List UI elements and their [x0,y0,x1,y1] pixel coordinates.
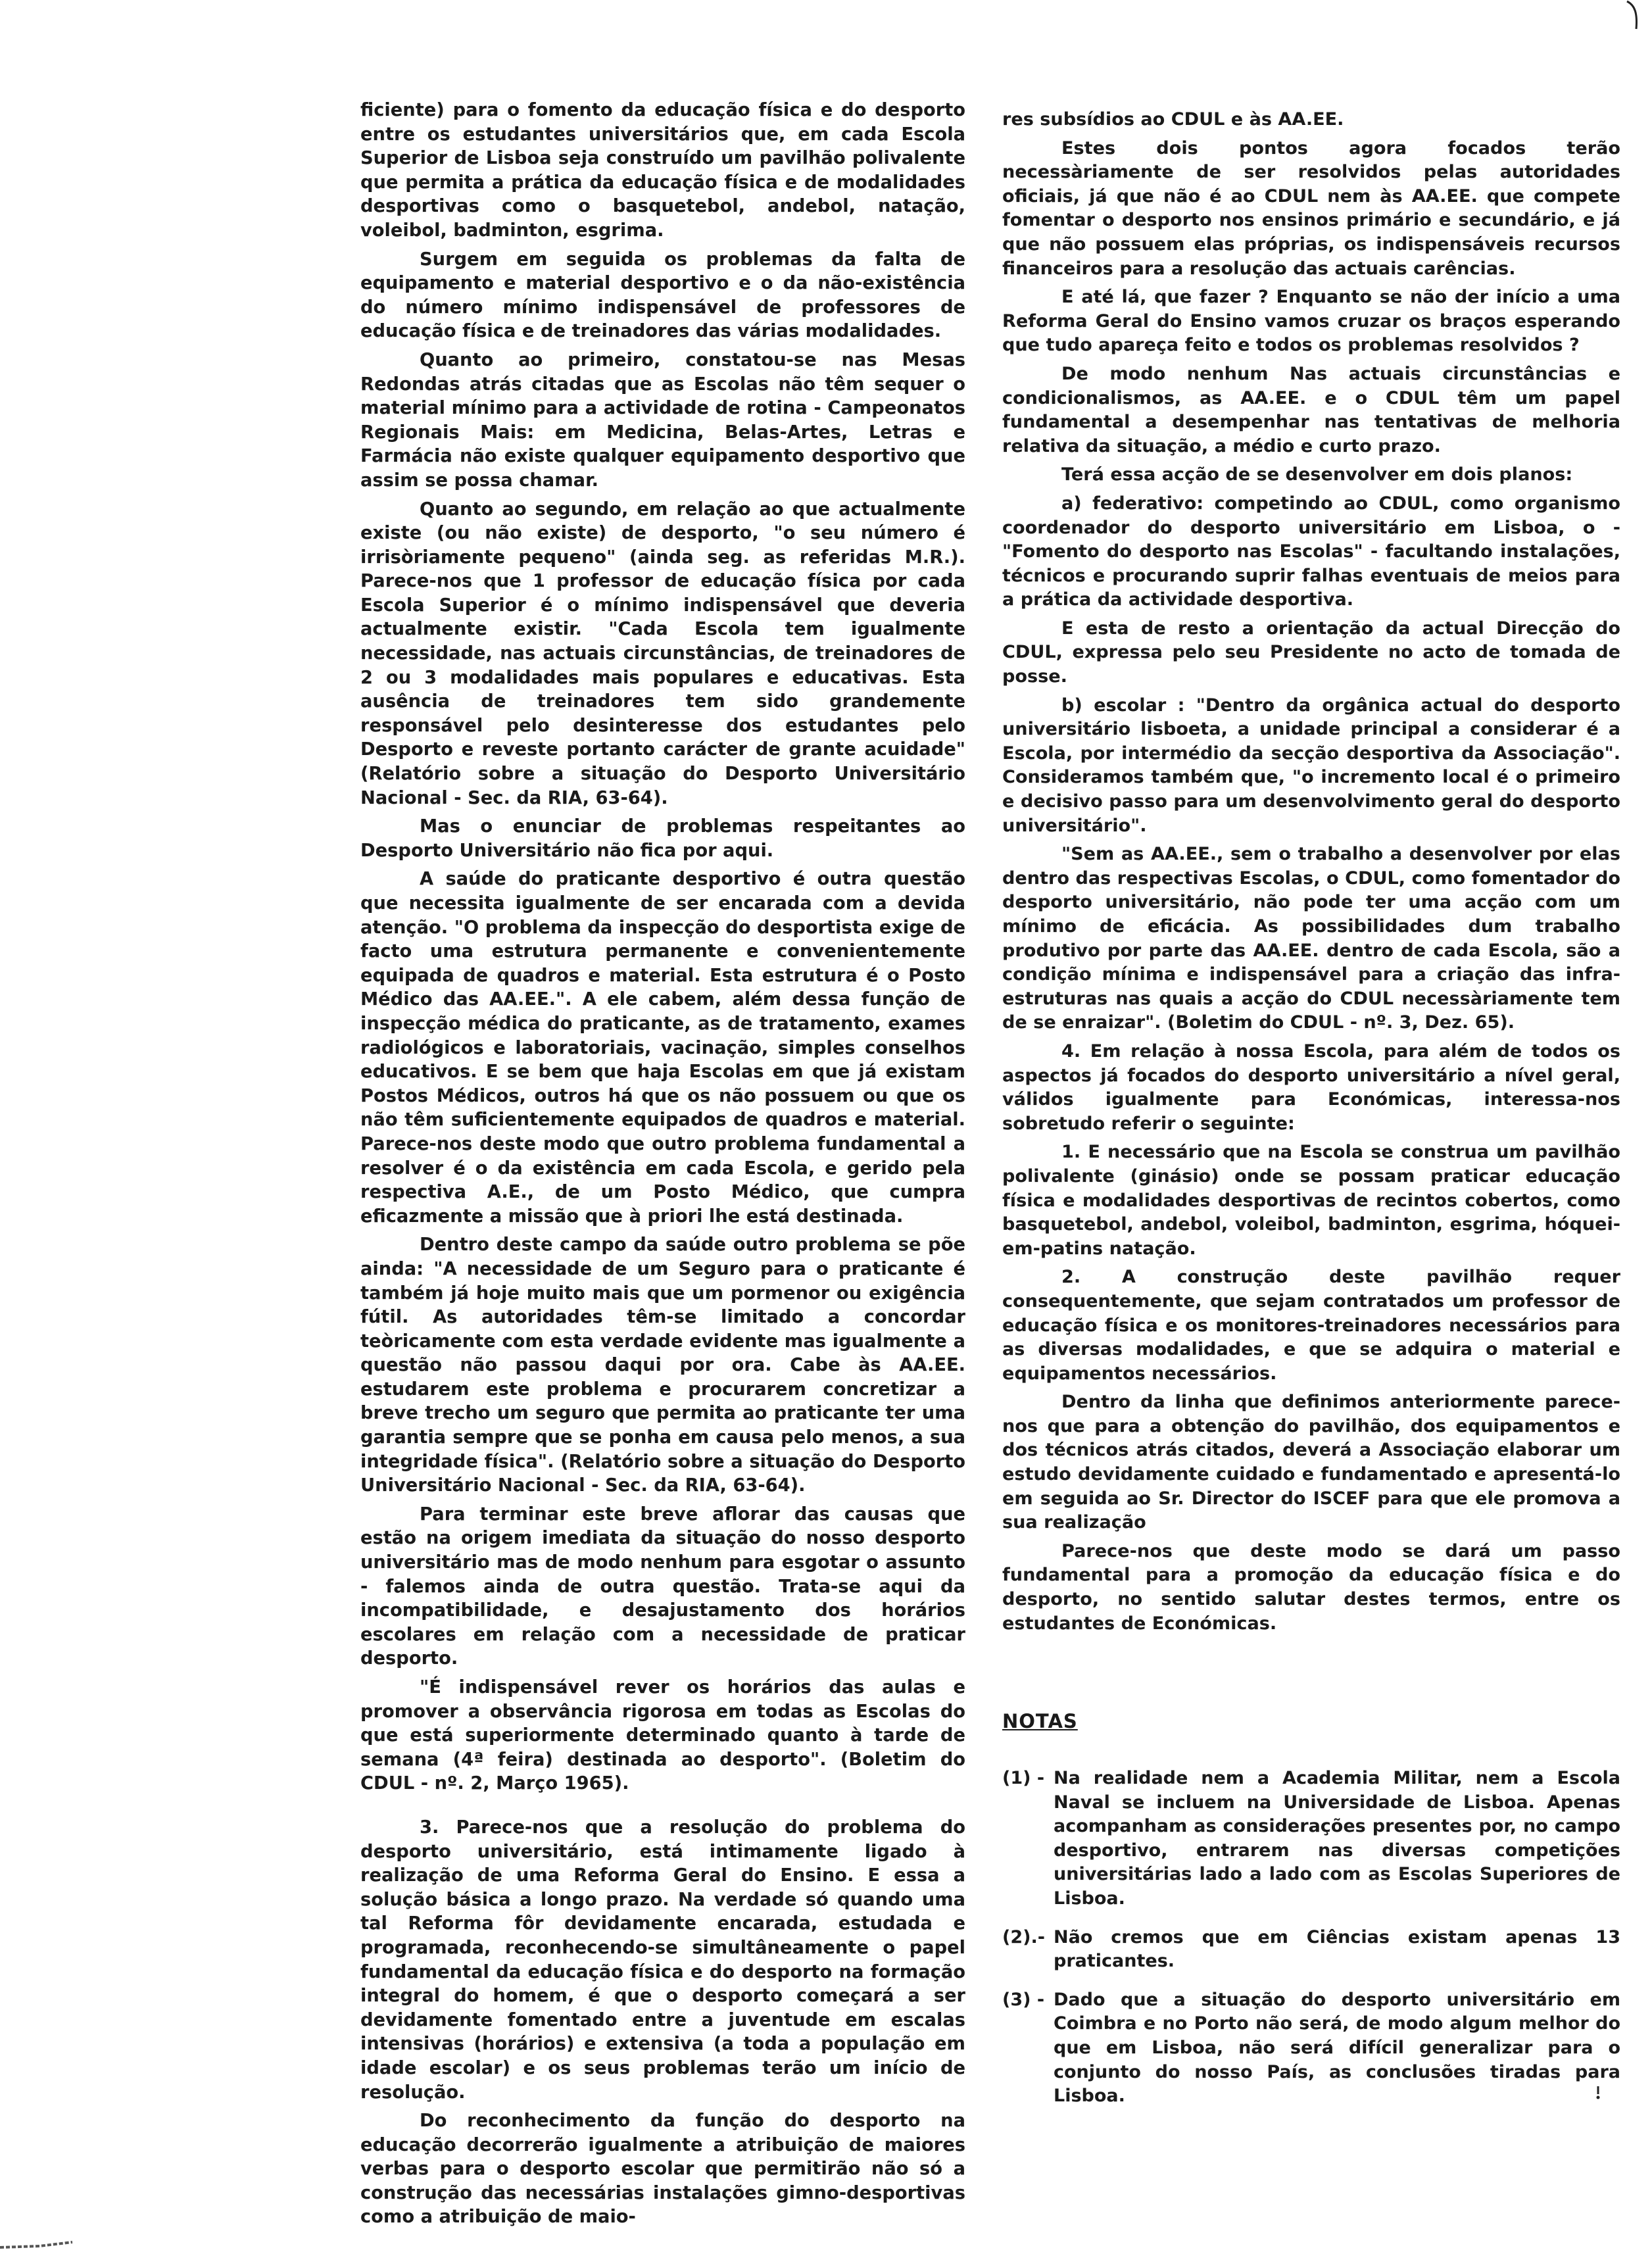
paragraph: E até lá, que fazer ? Enquanto se não der início a uma Reforma Geral do Ensino vamos cruzar os braços esperando que tudo apareça feito e todos os problemas resolvidos ? [1002,287,1620,356]
paragraph: ficiente) para o fomento da educação física e do desporto entre os estudantes universitários que, em cada Escola Superior de Lisboa seja construído um pavilhão polivalente que permita a prática da educação física e de modalidades desportivas como o basquetebol, andebol, natação, voleibol, badminton, esgrima. [360,100,965,241]
paragraph: Quanto ao segundo, em relação ao que actualmente existe (ou não existe) de desporto, "o seu número é irrisòriamente pequeno" (ainda seg. as referidas M.R.). Parece-nos que 1 professor de educação física por cada Escola Superior é o mínimo indispensável que deveria actualmente existir. "Cada Escola tem igualmente necessidade, nas actuais circunstâncias, de treinadores de 2 ou 3 modalidades mais populares e educativas. Esta ausência de treinadores tem sido grandemente responsável pelo desinteresse dos estudantes pelo Desporto e reveste portanto carácter de grante acuidade" (Relatório sobre a situação do Desporto Universitário Nacional - Sec. da RIA, 63-64). [360,499,965,808]
scan-edge-mark [0,2233,79,2252]
paragraph: Parece-nos que deste modo se dará um passo fundamental para a promoção da educação física e do desporto, no sentido salutar destes termos, entre os estudantes de Económicas. [1002,1540,1620,1634]
paragraph: A saúde do praticante desportivo é outra questão que necessita igualmente de ser encarada com a devida atenção. "O problema da inspecção do desportista exige de facto uma estrutura permanente e convenientemente equipada de quadros e material. Esta estrutura é o Posto Médico das AA.EE.". A ele cabem, além dessa função de inspecção médica do praticante, as de tratamento, exames radiológicos e laboratoriais, vacinação, simples conselhos educativos. E se bem que haja Escolas em que já existam Postos Médicos, outros há que os não possuem ou que os não têm suficientemente equipados de quadros e material. Parece-nos deste modo que outro problema fundamental a resolver é o da existência em cada Escola, e gerido pela respectiva A.E., de um Posto Médico, que cumpra eficazmente a missão que à priori lhe está destinada. [360,869,965,1227]
paragraph: res subsídios ao CDUL e às AA.EE. [1002,109,1344,130]
paragraph: a) federativo: competindo ao CDUL, como organismo coordenador do desporto universitário em Lisboa, o - "Fomento do desporto nas Escolas" - facultando instalações, técnicos e procurando suprir falhas eventuais de meios para a prática da actividade desportiva. [1002,493,1620,610]
note-text: Dado que a situação do desporto universitário em Coimbra e no Porto não será, de modo algum melhor do que em Lisboa, não será difícil generalizar para o conjunto do nosso País, as conclusões tiradas para Lisboa. [1054,1989,1620,2107]
paragraph: b) escolar : "Dentro da orgânica actual do desporto universitário lisboeta, a unidade principal a considerar é a Escola, por intermédio da secção desportiva da Associação". Consideramos também que, "o incremento local é o primeiro e decisivo passo para um desenvolvimento geral do desporto universitário". [1002,695,1620,836]
paragraph: De modo nenhum Nas actuais circunstâncias e condicionalismos, as AA.EE. e o CDUL têm um papel fundamental a desempenhar nas tentativas de melhoria relativa da situação, a médio e curto prazo. [1002,363,1620,456]
paragraph: 1. E necessário que na Escola se construa um pavilhão polivalente (ginásio) onde se possam praticar educação física e modalidades desportivas de recintos cobertos, como basquetebol, andebol, voleibol, badminton, esgrima, hóquei-em-patins natação. [1002,1142,1620,1259]
note-number: (1) - [1002,1768,1045,1788]
scan-corner-mark [1624,0,1644,33]
paragraph: Do reconhecimento da função do desporto na educação decorrerão igualmente a atribuição de maiores verbas para o desporto escolar que permitirão não só a construção das necessárias instalações gimno-desportivas como a atribuição de maio- [360,2111,965,2228]
paragraph: 4. Em relação à nossa Escola, para além de todos os aspectos já focados do desporto universitário a nível geral, válidos igualmente para Económicas, interessa-nos sobretudo referir o seguinte: [1002,1040,1620,1134]
paragraph: Dentro da linha que definimos anteriormente parece-nos que para a obtenção do pavilhão, dos equipamentos e dos técnicos atrás citados, deverá a Associação elaborar um estudo devidamente cuidado e fundamentado e apresentá-lo em seguida ao Sr. Director do ISCEF para que ele promova a sua realização [1002,1392,1620,1533]
note-item [1002,1926,1620,1974]
notes-title: NOTAS [1002,1710,1078,1732]
note-text: Não cremos que em Ciências existam apenas 13 praticantes. [1054,1926,1620,1972]
paragraph: 2. A construção deste pavilhão requer consequentemente, que sejam contratados um professor de educação física e os monitores-treinadores necessários para as diversas modalidades, e que se adquira o material e equipamentos necessários. [1002,1267,1620,1384]
paragraph: "É indispensável rever os horários das aulas e promover a observância rigorosa em todas as Escolas do que está superiormente determinado quanto à tarde de semana (4ª feira) destinada ao desporto". (Boletim do CDUL - nº. 2, Março 1965). [360,1677,965,1794]
note-number: (2).- [1002,1926,1045,1947]
paragraph: Estes dois pontos agora focados terão necessàriamente de ser resolvidos pelas autoridades oficiais, já que não é ao CDUL nem às AA.EE. que compete fomentar o desporto nos ensinos primário e secundário, e já que não possuem elas próprias, os indispensáveis recursos financeiros para a resolução das actuais carências. [1002,137,1620,279]
paragraph: Mas o enunciar de problemas respeitantes ao Desporto Universitário não fica por aqui. [360,816,965,861]
paragraph: Terá essa acção de se desenvolver em dois planos: [1061,464,1573,485]
note-item [1002,1767,1620,1911]
notes-section [1002,1710,1620,2123]
right-column [1002,108,1620,1640]
note-item [1002,1988,1620,2109]
paragraph: E esta de resto a orientação da actual Direcção do CDUL, expressa pelo seu Presidente no acto de tomada de posse. [1002,618,1620,687]
paragraph: "Sem as AA.EE., sem o trabalho a desenvolver por elas dentro das respectivas Escolas, o CDUL, como fomentador do desporto universitário, não pode ter uma acção com um mínimo de eficácia. As possibilidades dum trabalho produtivo por parte das AA.EE. dentro de cada Escola, são a condição mínima e indispensável para a criação das infra-estruturas nas quais a acção do CDUL necessàriamente tem de se enraizar". (Boletim do CDUL - nº. 3, Dez. 65). [1002,844,1620,1033]
note-text: Na realidade nem a Academia Militar, nem a Escola Naval se incluem na Universidade de Lisboa. Apenas acompanham as considerações presentes por, no campo desportivo, entrarem nas diversas competições universitárias lado a lado com as Escolas Superiores de Lisboa. [1054,1768,1620,1909]
paragraph: Dentro deste campo da saúde outro problema se põe ainda: "A necessidade de um Seguro para o praticante é também já hoje muito mais que um pormenor ou exigência fútil. As autoridades têm-se limitado a concordar teòricamente com esta verdade evidente mas igualmente a questão não passou daqui por ora. Cabe às AA.EE. estudarem este problema e procurarem concretizar a breve trecho um seguro que permita ao praticante ter uma garantia sempre que se ponha em causa pelo menos, a sua integridade física". (Relatório sobre a situação do Desporto Universitário Nacional - Sec. da RIA, 63-64). [360,1235,965,1496]
paragraph: Quanto ao primeiro, constatou-se nas Mesas Redondas atrás citadas que as Escolas não têm sequer o material mínimo para a actividade de rotina - Campeonatos Regionais Mais: em Medicina, Belas-Artes, Letras e Farmácia não existe qualquer equipamento desportivo que assim se possa chamar. [360,349,965,491]
left-column [360,99,965,2234]
paragraph: Para terminar este breve aflorar das causas que estão na origem imediata da situação do nosso desporto universitário mas de modo nenhum para esgotar o assunto - falemos ainda de outra questão. Trata-se aqui da incompatibilidade, e desajustamento dos horários escolares em relação com a necessidade de praticar desporto. [360,1504,965,1669]
note-number: (3) - [1002,1989,1045,2010]
scan-dot-mark [1594,2085,1602,2101]
paragraph: 3. Parece-nos que a resolução do problema do desporto universitário, está intimamente ligado à realização de uma Reforma Geral do Ensino. E essa a solução básica a longo prazo. Na verdade só quando uma tal Reforma fôr devidamente encarada, estudada e programada, reconhecendo-se simultâneamente o papel fundamental da educação física e do desporto na formação integral do homem, é que o desporto começará a ser devidamente fomentado entre a juventude em escalas intensivas (horários) e extensiva (a toda a população em idade escolar) e os seus problemas terão um início de resolução. [360,1817,965,2103]
paragraph: Surgem em seguida os problemas da falta de equipamento e material desportivo e o da não-existência do número mínimo indispensável de professores de educação física e de treinadores das várias modalidades. [360,249,965,342]
